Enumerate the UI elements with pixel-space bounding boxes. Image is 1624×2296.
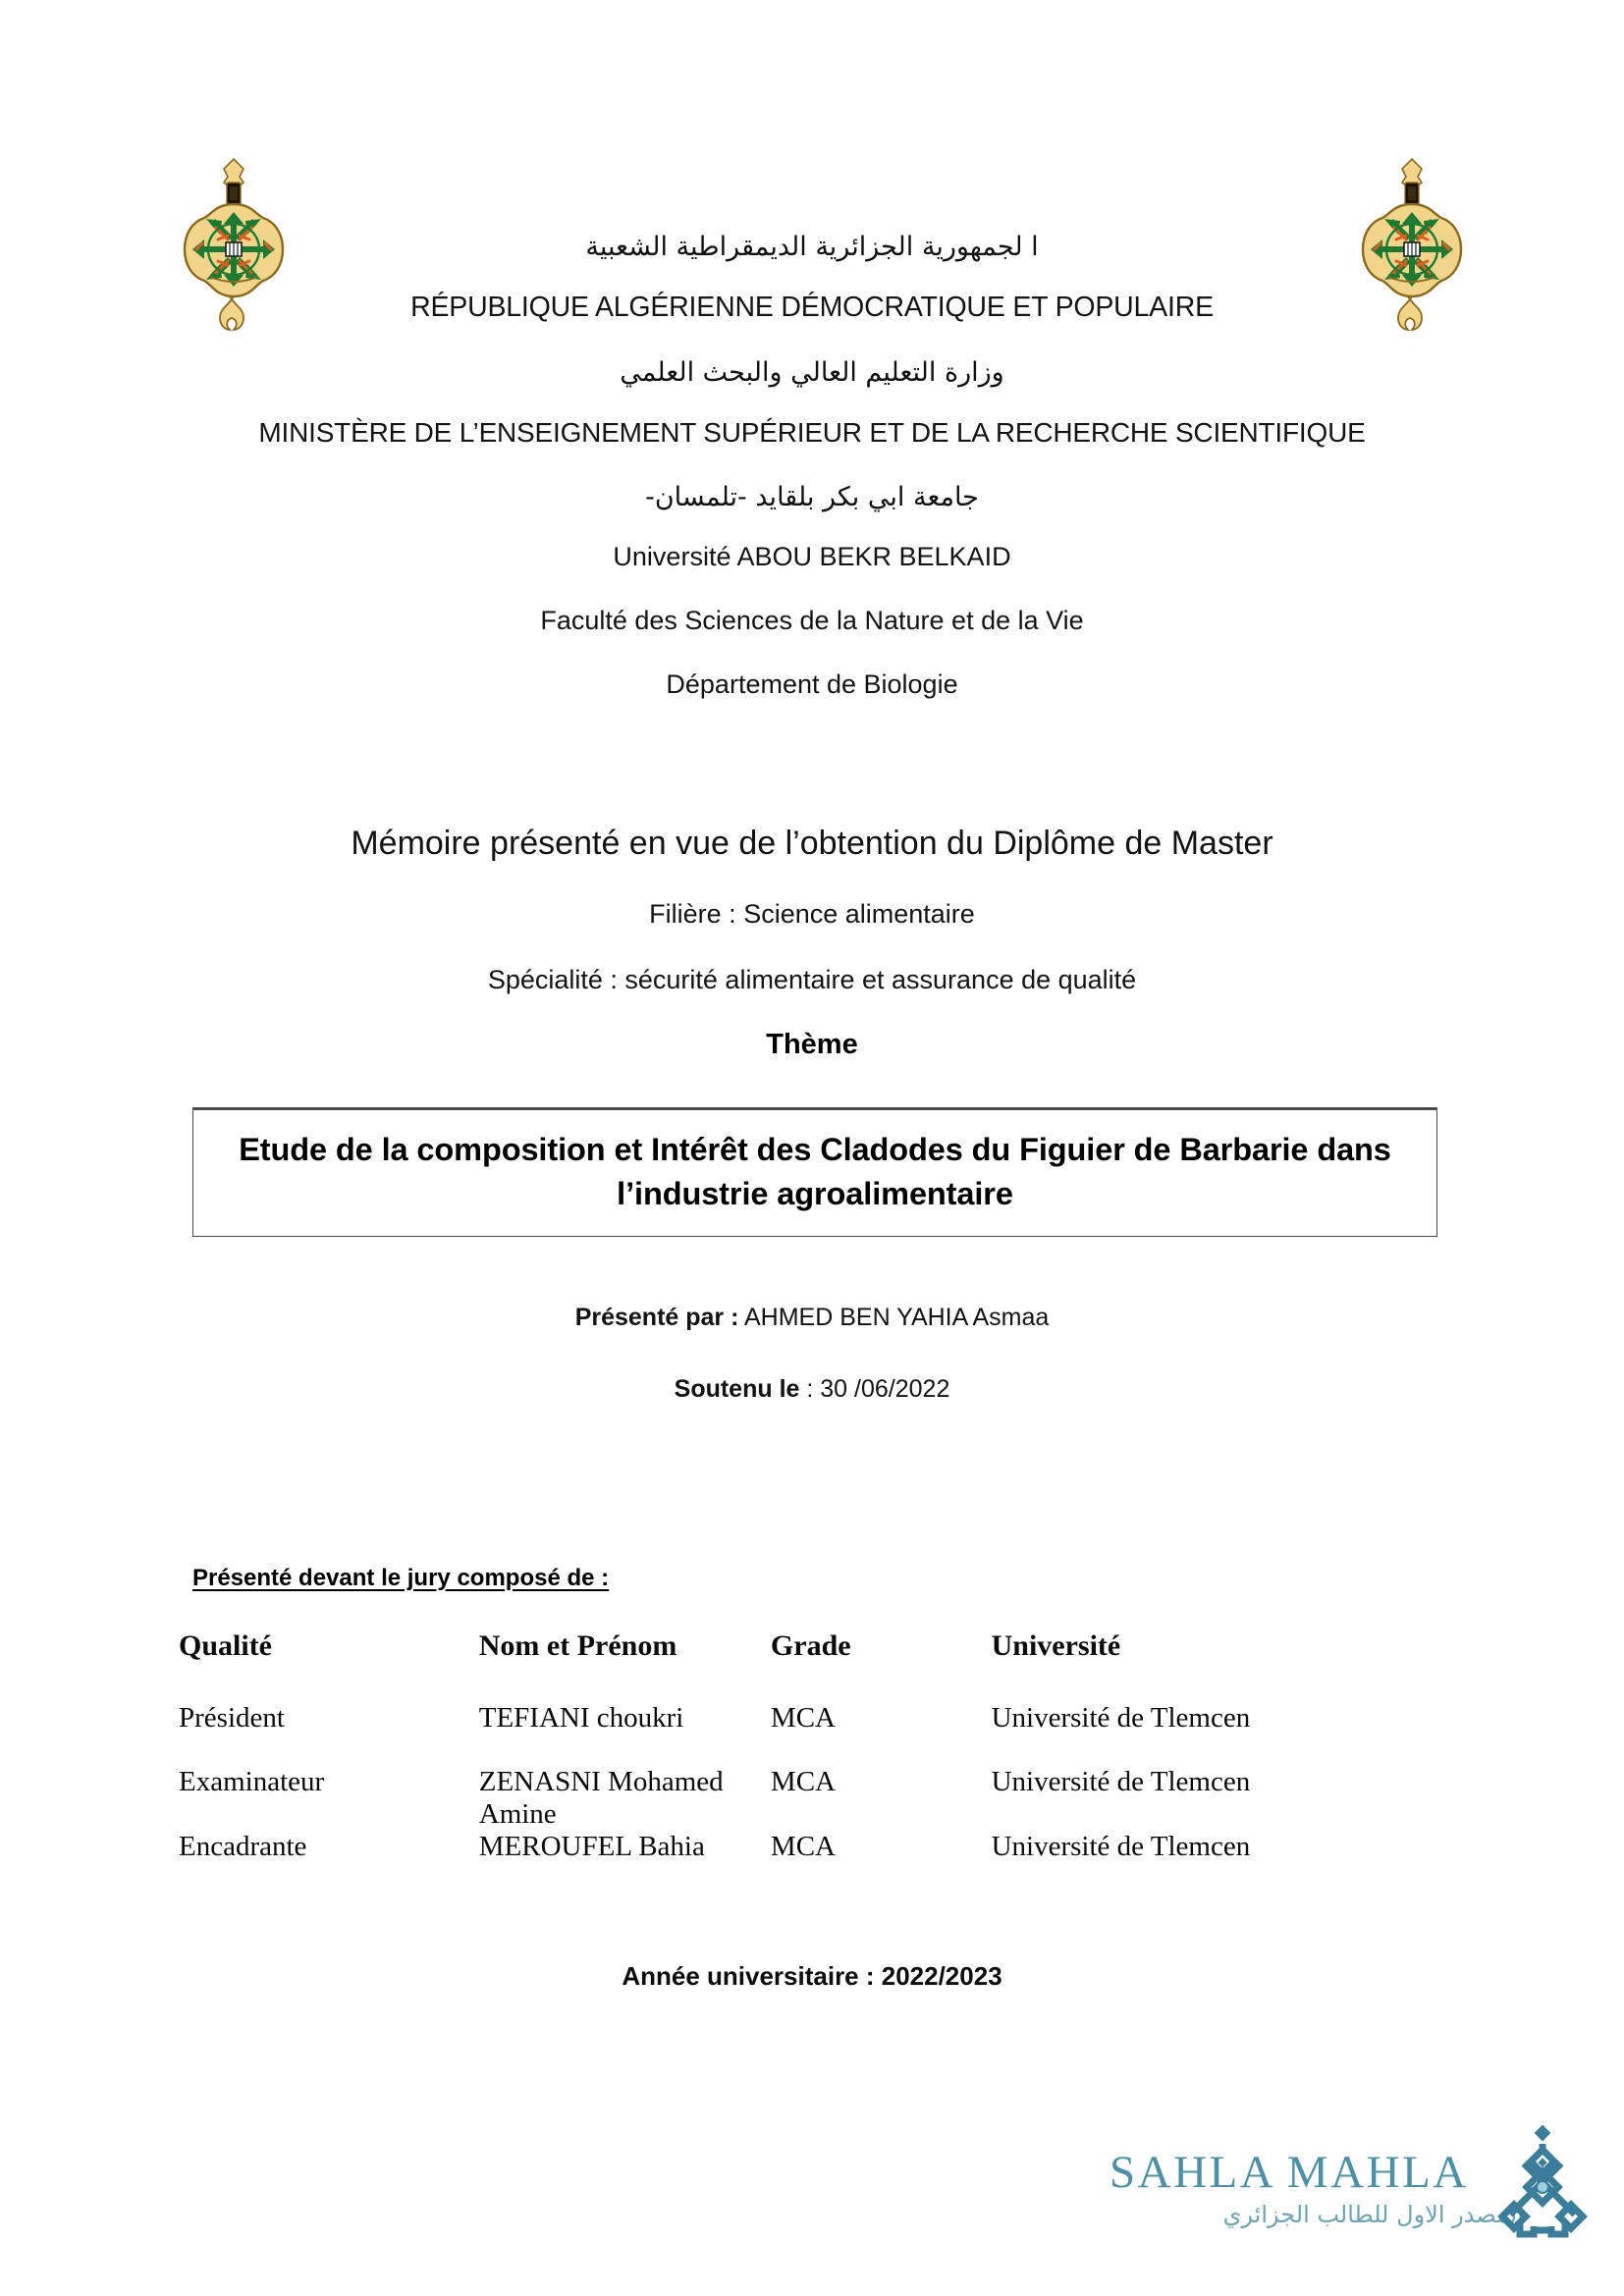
thesis-title: Etude de la composition et Intérêt des Cladodes du Figuier de Barbarie dans l’industrie agroalimentaire: [239, 1132, 1391, 1211]
department-name: Département de Biologie: [666, 668, 958, 699]
filiere-line: Filière : Science alimentaire: [649, 899, 975, 929]
specialite-line: Spécialité : sécurité alimentaire et assurance de qualité: [487, 965, 1137, 994]
institutional-header: [118, 234, 1506, 735]
jury-universite: Université de Tlemcen: [991, 1702, 1251, 1734]
table-row: [179, 1766, 1455, 1831]
republic-name-arabic: ا لجمهورية الجزائرية الديمقراطية الشعبية: [585, 232, 1039, 262]
degree-line: Mémoire présenté en vue de l’obtention du Diplôme de Master: [351, 825, 1273, 862]
presented-by-row: [118, 1306, 1506, 1330]
sahla-mahla-tagline: المصدر الاول للطالب الجزائري: [1222, 2201, 1524, 2228]
sahla-mahla-logo-icon: [1485, 2120, 1600, 2244]
university-name-arabic: جامعة ابي بكر بلقايد -تلمسان-: [645, 481, 979, 512]
defense-date-value: : 30 /06/2022: [799, 1375, 950, 1403]
jury-table: [179, 1629, 1455, 1895]
author-block: [118, 1306, 1506, 1449]
jury-universite: Université de Tlemcen: [991, 1831, 1251, 1862]
jury-col-universite: Université: [991, 1629, 1121, 1662]
theme-box: [192, 1107, 1437, 1237]
presented-by-label: Présenté par :: [574, 1304, 739, 1331]
jury-heading: Présenté devant le jury composé de :: [192, 1565, 610, 1591]
jury-col-nom: Nom et Prénom: [478, 1629, 677, 1662]
defense-date-label: Soutenu le: [674, 1375, 800, 1403]
sahla-mahla-watermark: [1110, 2128, 1581, 2266]
theme-label: Thème: [766, 1029, 858, 1060]
jury-nom: ZENASNI Mohamed Amine: [478, 1766, 724, 1830]
jury-table-header-row: [179, 1629, 1455, 1702]
jury-grade: MCA: [770, 1702, 836, 1734]
degree-statement: [118, 827, 1506, 1033]
jury-col-grade: Grade: [770, 1629, 851, 1662]
jury-universite: Université de Tlemcen: [991, 1766, 1251, 1797]
table-row: [179, 1702, 1455, 1766]
faculty-name: Faculté des Sciences de la Nature et de la Vie: [540, 605, 1084, 635]
ministry-name-arabic: وزارة التعليم العالي والبحث العلمي: [620, 356, 1004, 388]
ministry-name-french: MINISTÈRE DE L’ENSEIGNEMENT SUPÉRIEUR ET DE LA RECHERCHE SCIENTIFIQUE: [258, 416, 1366, 448]
jury-qualite: Examinateur: [179, 1766, 325, 1797]
table-row: [179, 1831, 1455, 1895]
jury-qualite: Encadrante: [179, 1831, 307, 1862]
jury-col-qualite: Qualité: [179, 1629, 272, 1662]
jury-grade: MCA: [770, 1766, 836, 1797]
presented-by-value: AHMED BEN YAHIA Asmaa: [738, 1304, 1050, 1331]
sahla-mahla-wordmark: SAHLA MAHLA: [1110, 2147, 1469, 2198]
republic-name-french: RÉPUBLIQUE ALGÉRIENNE DÉMOCRATIQUE ET POPULAIRE: [410, 292, 1214, 323]
jury-qualite: Président: [179, 1702, 285, 1734]
university-name-french: Université ABOU BEKR BELKAID: [613, 541, 1011, 571]
academic-year: Année universitaire : 2022/2023: [622, 1961, 1002, 1991]
jury-grade: MCA: [770, 1831, 836, 1862]
jury-nom: TEFIANI choukri: [478, 1702, 684, 1734]
jury-nom: MEROUFEL Bahia: [478, 1831, 705, 1862]
defense-date-row: [118, 1377, 1506, 1402]
